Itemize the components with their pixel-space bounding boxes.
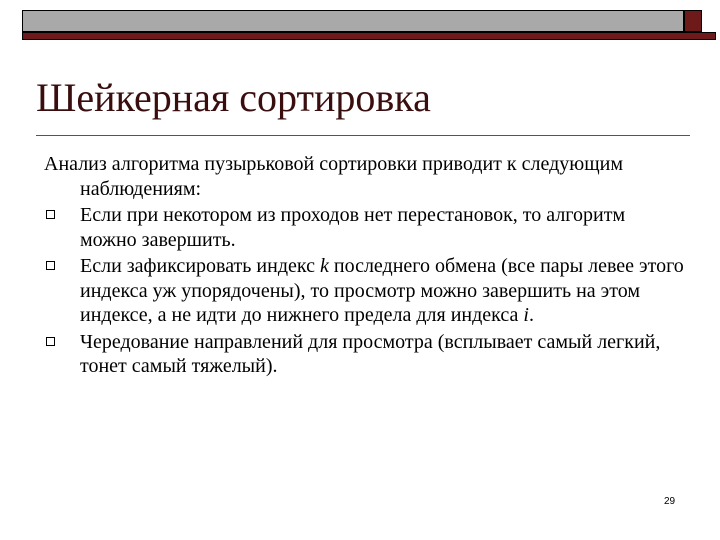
hollow-square-icon	[46, 261, 55, 270]
variable-k: k	[319, 255, 329, 277]
hollow-square-icon	[46, 337, 55, 346]
slide-content	[44, 152, 684, 381]
bullet-text-post: .	[528, 304, 534, 326]
header-band-red	[22, 32, 716, 40]
bullet-item-2	[44, 254, 684, 328]
bullet-item-1	[44, 203, 684, 252]
page-number: 29	[664, 496, 676, 507]
title-divider	[36, 135, 690, 136]
header-corner-box	[684, 10, 702, 32]
bullet-text: Если при некотором из проходов нет перестановок, то алгоритм можно завершить.	[80, 204, 626, 251]
bullet-text-mid: последнего обмена (все пары левее этого индекса уж упорядочены), то просмотр можно завершить на этом индексе, а не идти до нижнего предела для индекса	[80, 255, 684, 326]
intro-text: Анализ алгоритма пузырьковой сортировки приводит к следующим наблюдениям:	[44, 153, 623, 200]
hollow-square-icon	[46, 210, 55, 219]
bullet-text-pre: Если зафиксировать индекс	[80, 255, 320, 277]
header-band-gray	[22, 10, 684, 32]
bullet-text: Чередование направлений для просмотра (всплывает самый легкий, тонет самый тяжелый).	[80, 330, 661, 377]
variable-i: i	[523, 304, 529, 326]
slide-title: Шейкерная сортировка	[36, 75, 431, 120]
bullet-item-3	[44, 330, 684, 379]
